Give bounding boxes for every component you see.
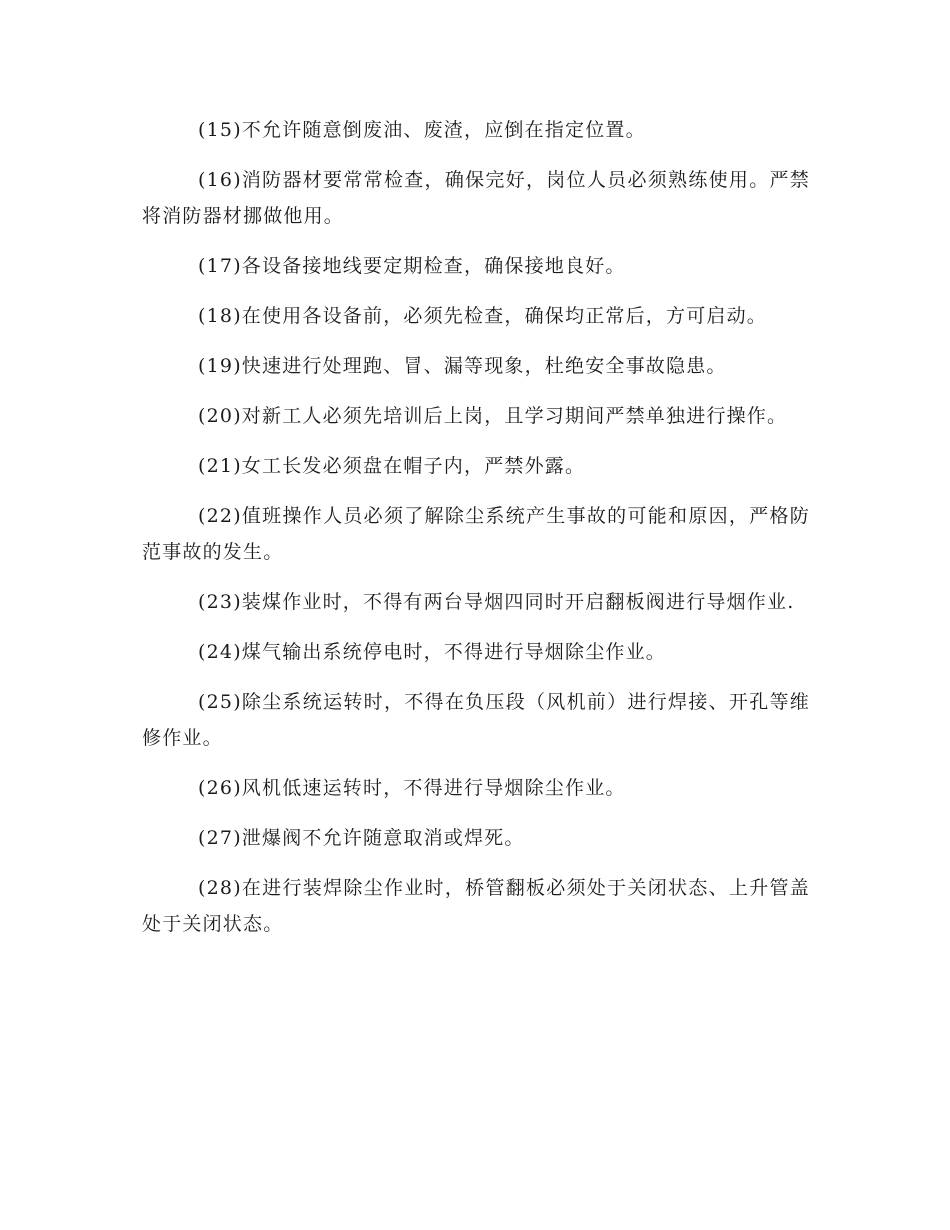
paragraph-22: (22)值班操作人员必须了解除尘系统产生事故的可能和原因，严格防范事故的发生。	[142, 505, 810, 563]
paragraph-16: (16)消防器材要常常检查，确保完好，岗位人员必须熟练使用。严禁将消防器材挪做他用。	[142, 169, 810, 227]
paragraph-23: (23)装煤作业时，不得有两台导烟四同时开启翻板阀进行导烟作业.	[198, 591, 795, 613]
paragraph-20: (20)对新工人必须先培训后上岗，且学习期间严禁单独进行操作。	[198, 405, 788, 427]
paragraph-19: (19)快速进行处理跑、冒、漏等现象，杜绝安全事故隐患。	[198, 355, 727, 377]
paragraph-25: (25)除尘系统运转时，不得在负压段（风机前）进行焊接、开孔等维修作业。	[142, 691, 810, 749]
paragraph-27: (27)泄爆阀不允许随意取消或焊死。	[198, 827, 525, 849]
paragraph-21: (21)女工长发必须盘在帽子内，严禁外露。	[198, 455, 586, 477]
paragraph-15: (15)不允许随意倒废油、废渣，应倒在指定位置。	[198, 119, 646, 141]
paragraph-17: (17)各设备接地线要定期检查，确保接地良好。	[198, 255, 626, 277]
paragraph-24: (24)煤气输出系统停电时，不得进行导烟除尘作业。	[198, 641, 667, 663]
paragraph-28: (28)在进行装焊除尘作业时，桥管翻板必须处于关闭状态、上升管盖处于关闭状态。	[142, 877, 810, 935]
paragraph-18: (18)在使用各设备前，必须先检查，确保均正常后，方可启动。	[198, 305, 768, 327]
document-body	[142, 112, 810, 956]
paragraph-26: (26)风机低速运转时，不得进行导烟除尘作业。	[198, 777, 626, 799]
